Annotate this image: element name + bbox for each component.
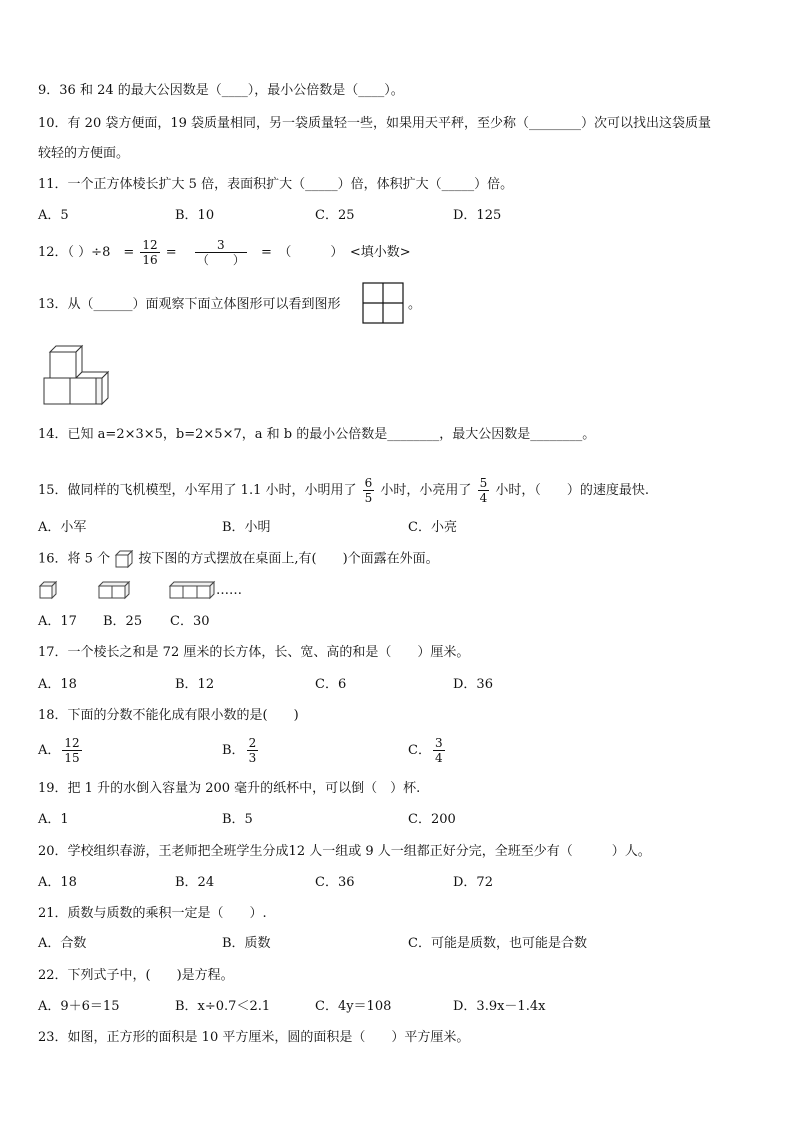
q12-f2-num: 3 <box>195 238 247 253</box>
q18-a-label: A． <box>38 743 61 758</box>
q18-option-c[interactable] <box>408 734 447 768</box>
q12-suffix: = （ ） <填小数> <box>261 245 411 260</box>
q18-b-label: B． <box>222 743 245 758</box>
q12-fraction-1 <box>140 238 159 267</box>
q16-two-cubes-figure <box>97 580 133 600</box>
question-15 <box>38 474 649 508</box>
q22-option-c[interactable]: C．4y＝108 <box>315 999 392 1014</box>
q17-option-a[interactable]: A．18 <box>38 677 77 692</box>
q19-option-c[interactable]: C．200 <box>408 812 456 827</box>
q17-option-d[interactable]: D．36 <box>453 677 493 692</box>
q16-option-b[interactable]: B．25 <box>103 614 143 629</box>
q18-c-label: C． <box>408 743 431 758</box>
q15-f1-den: 5 <box>364 491 373 505</box>
q16-one-cube-figure <box>38 580 60 600</box>
q22-option-b[interactable]: B．x÷0.7＜2.1 <box>175 999 271 1014</box>
q18-a-fraction <box>62 736 81 765</box>
q18-option-a[interactable] <box>38 734 84 768</box>
q11-option-c[interactable]: C．25 <box>315 208 355 223</box>
question-11: 11．一个正方体棱长扩大 5 倍，表面积扩大（_____）倍，体积扩大（_____）倍。 <box>38 177 514 192</box>
q15-f2-den: 4 <box>479 491 488 505</box>
question-9: 9．36 和 24 的最大公因数是（____），最小公倍数是（____）。 <box>38 83 404 98</box>
q18-a-den: 15 <box>64 751 80 765</box>
q15-option-b[interactable]: B．小明 <box>222 520 271 535</box>
q15-fraction-2 <box>478 476 490 505</box>
question-16 <box>38 550 439 569</box>
q18-c-num: 3 <box>434 736 443 750</box>
q18-b-num: 2 <box>248 736 257 750</box>
q13-square-grid-figure <box>362 282 404 324</box>
q18-b-den: 3 <box>248 751 257 765</box>
q15-f2-num: 5 <box>479 476 488 490</box>
q21-option-c[interactable]: C．可能是质数，也可能是合数 <box>408 936 587 951</box>
q11-option-a[interactable]: A．5 <box>38 208 69 223</box>
question-18: 18．下面的分数不能化成有限小数的是( ) <box>38 708 299 723</box>
q18-c-den: 4 <box>434 751 443 765</box>
question-19: 19．把 1 升的水倒入容量为 200 毫升的纸杯中，可以倒（ ）杯. <box>38 781 421 796</box>
q15-part3: 小时，（ ）的速度最快. <box>495 483 649 498</box>
q16-option-c[interactable]: C．30 <box>170 614 210 629</box>
q22-option-d[interactable]: D．3.9x－1.4x <box>453 999 546 1014</box>
q12-fraction-2 <box>195 238 247 267</box>
q16-part1: 16．将 5 个 <box>38 551 111 567</box>
question-12 <box>38 236 411 270</box>
q12-f1-num: 12 <box>142 238 158 252</box>
q19-option-a[interactable]: A．1 <box>38 812 69 827</box>
q15-part1: 15．做同样的飞机模型，小军用了 1.1 小时，小明用了 <box>38 483 357 498</box>
cube-icon <box>114 550 134 568</box>
q11-option-b[interactable]: B．10 <box>175 208 215 223</box>
q12-f1-den: 16 <box>142 253 158 267</box>
q12-f2-den: （ ） <box>196 253 245 267</box>
question-23: 23．如图，正方形的面积是 10 平方厘米，圆的面积是（ ）平方厘米。 <box>38 1030 470 1045</box>
q15-part2: 小时，小亮用了 <box>380 483 472 498</box>
q12-prefix: 12．（ ）÷8 = <box>38 245 135 260</box>
q20-option-c[interactable]: C．36 <box>315 875 355 890</box>
question-17: 17．一个棱长之和是 72 厘米的长方体，长、宽、高的和是（ ）厘米。 <box>38 645 470 660</box>
q21-option-b[interactable]: B．质数 <box>222 936 271 951</box>
q12-eq: = <box>165 245 177 260</box>
q15-f1-num: 6 <box>364 476 373 490</box>
q18-b-fraction <box>247 736 259 765</box>
q13-cube-stack-figure <box>40 344 112 408</box>
q20-option-b[interactable]: B．24 <box>175 875 215 890</box>
question-20: 20．学校组织春游，王老师把全班学生分成12 人一组或 9 人一组都正好分完，全班至少有（ ）人。 <box>38 844 651 859</box>
q20-option-a[interactable]: A．18 <box>38 875 77 890</box>
q18-a-num: 12 <box>64 736 80 750</box>
q16-option-a[interactable]: A．17 <box>38 614 77 629</box>
question-10-line1: 10．有 20 袋方便面，19 袋质量相同，另一袋质量轻一些，如果用天平秤，至少称（________）次可以找出这袋质量 <box>38 116 712 131</box>
question-22: 22．下列式子中，( )是方程。 <box>38 968 234 983</box>
q15-option-a[interactable]: A．小军 <box>38 520 87 535</box>
question-10-line2: 较轻的方便面。 <box>38 146 130 161</box>
q19-option-b[interactable]: B．5 <box>222 812 253 827</box>
q21-option-a[interactable]: A．合数 <box>38 936 87 951</box>
q11-option-d[interactable]: D．125 <box>453 208 502 223</box>
q15-option-c[interactable]: C．小亮 <box>408 520 457 535</box>
question-14: 14．已知 a=2×3×5，b=2×5×7，a 和 b 的最小公倍数是________，最大公因数是________。 <box>38 427 596 442</box>
q20-option-d[interactable]: D．72 <box>453 875 493 890</box>
q22-option-a[interactable]: A．9＋6＝15 <box>38 999 120 1014</box>
q13-end: 。 <box>408 297 422 312</box>
q17-option-b[interactable]: B．12 <box>175 677 215 692</box>
q18-c-fraction <box>433 736 445 765</box>
q15-fraction-1 <box>363 476 375 505</box>
q16-three-cubes-figure <box>168 580 218 600</box>
q17-option-c[interactable]: C．6 <box>315 677 347 692</box>
question-21: 21．质数与质数的乘积一定是（ ）. <box>38 906 267 921</box>
question-13: 13．从（______）面观察下面立体图形可以看到图形 <box>38 297 341 312</box>
q18-option-b[interactable] <box>222 734 260 768</box>
q16-part2: 按下图的方式摆放在桌面上,有( )个面露在外面。 <box>138 551 439 567</box>
q16-ellipsis: …… <box>216 583 242 598</box>
